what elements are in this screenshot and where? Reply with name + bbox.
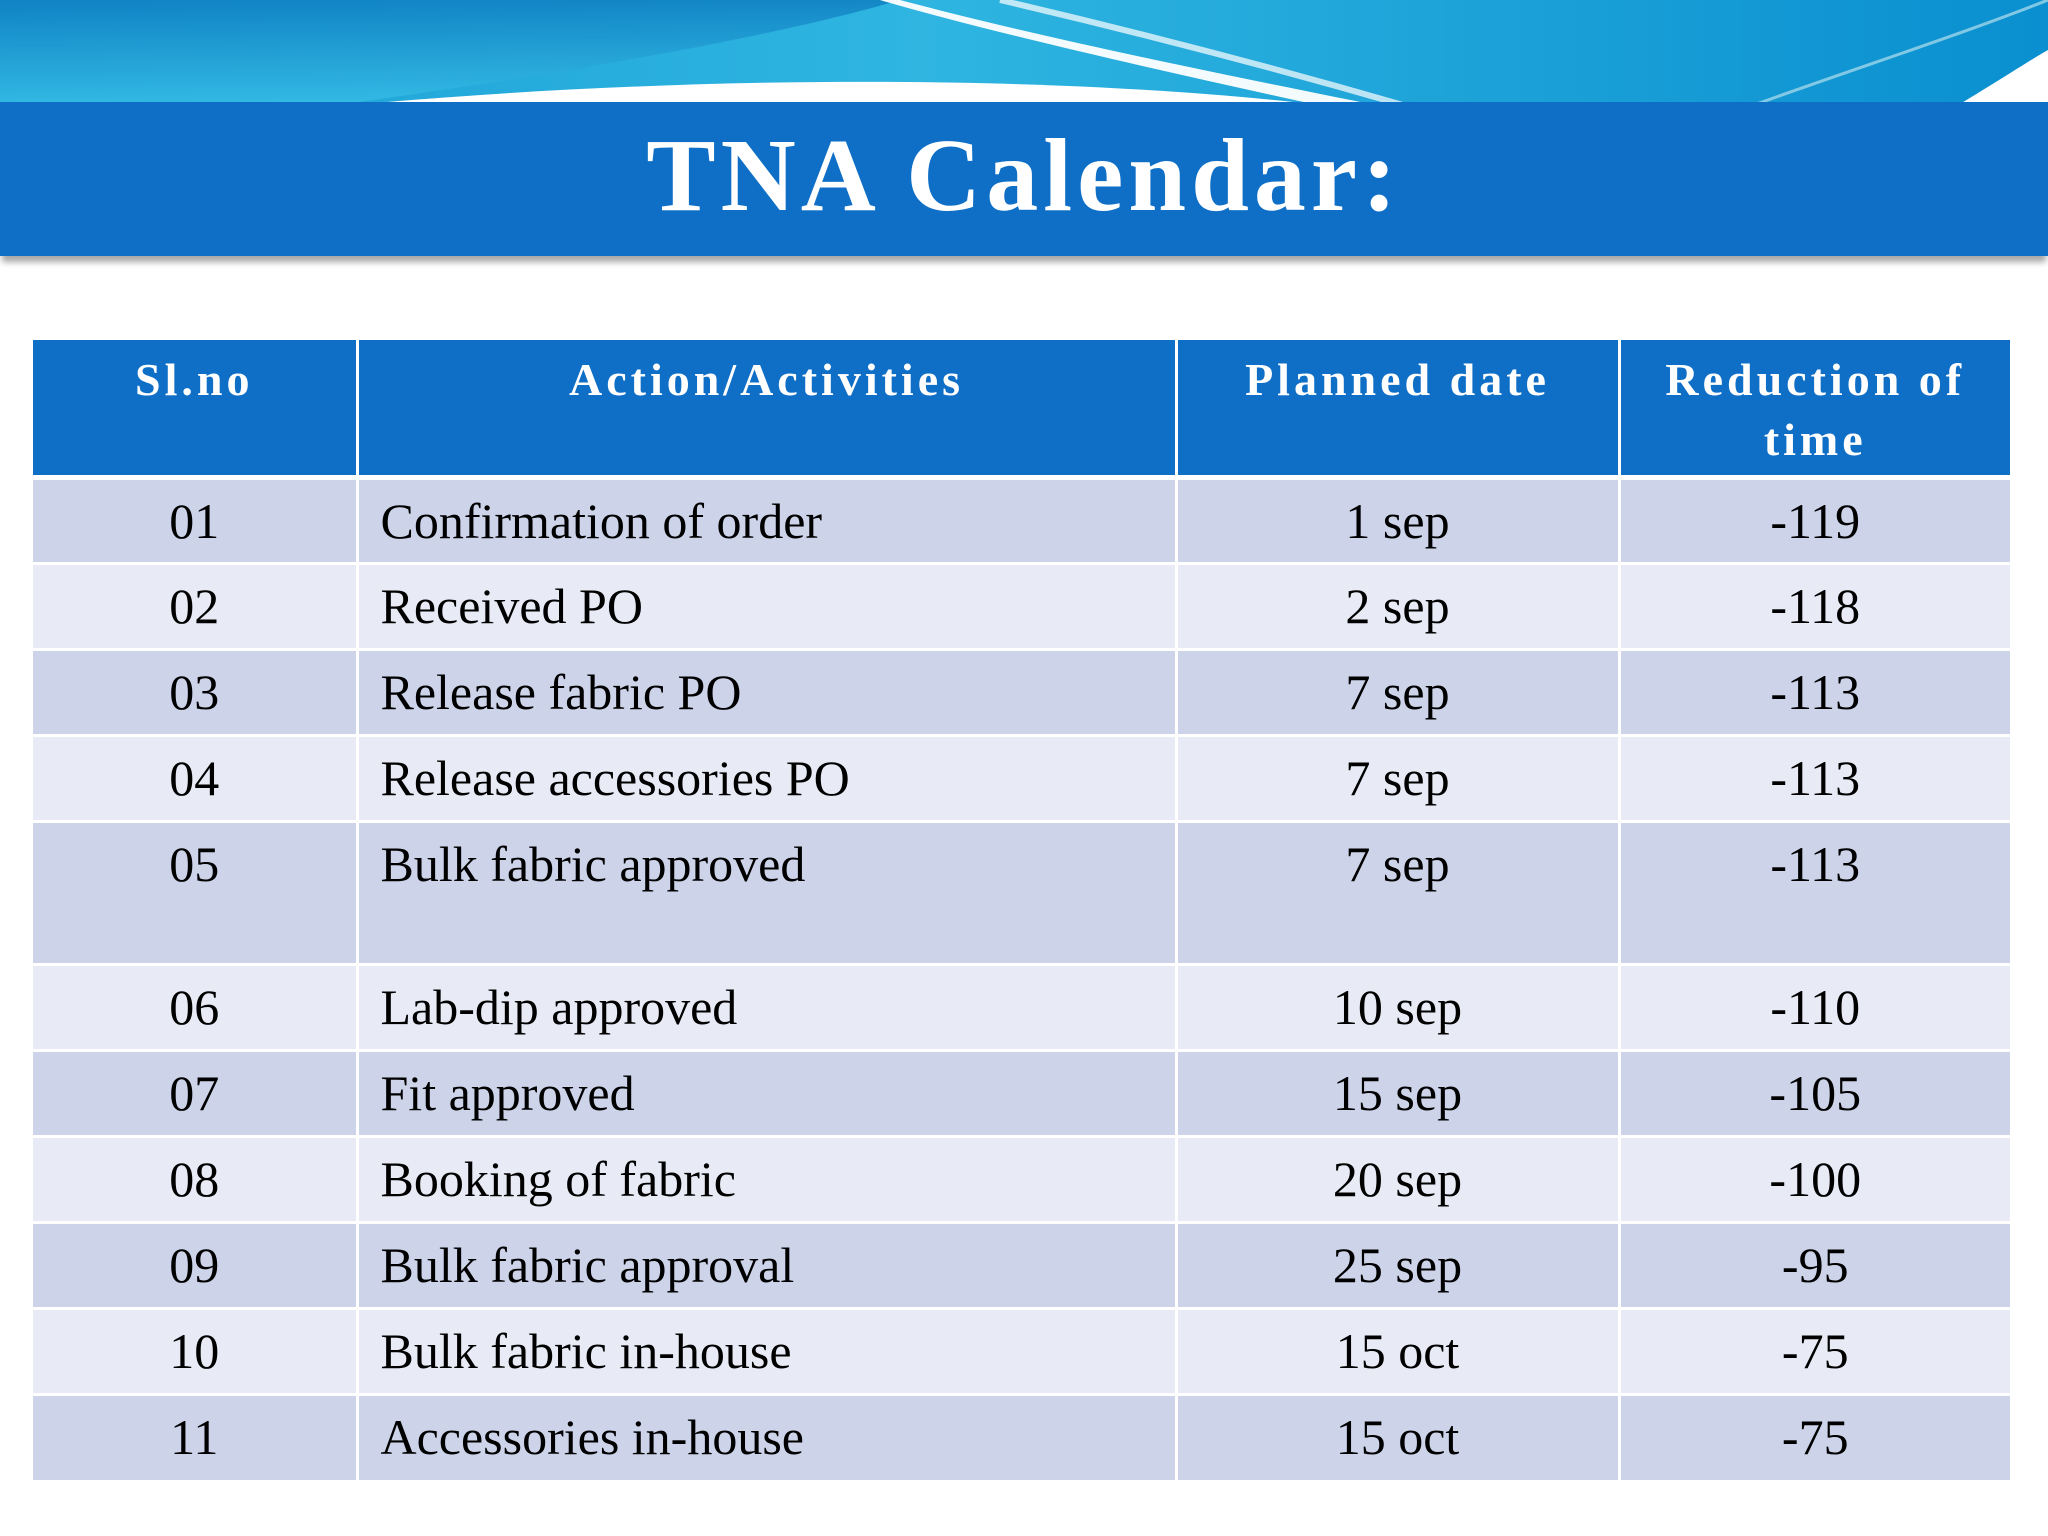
cell-sl-no: 04	[33, 735, 357, 821]
table-row	[33, 563, 2010, 649]
table-row	[33, 964, 2010, 1050]
table-row	[33, 821, 2010, 964]
cell-reduction: -113	[1619, 735, 2010, 821]
cell-reduction: -105	[1619, 1050, 2010, 1136]
table-row	[33, 1308, 2010, 1394]
table-row	[33, 1394, 2010, 1480]
cell-sl-no: 06	[33, 964, 357, 1050]
cell-sl-no: 03	[33, 649, 357, 735]
cell-reduction: -75	[1619, 1308, 2010, 1394]
cell-reduction: -119	[1619, 477, 2010, 563]
cell-activity: Received PO	[357, 563, 1176, 649]
table-row	[33, 735, 2010, 821]
table-row	[33, 477, 2010, 563]
cell-reduction: -75	[1619, 1394, 2010, 1480]
cell-planned-date: 7 sep	[1176, 649, 1619, 735]
cell-activity: Bulk fabric approval	[357, 1222, 1176, 1308]
cell-sl-no: 07	[33, 1050, 357, 1136]
cell-activity: Lab-dip approved	[357, 964, 1176, 1050]
cell-sl-no: 10	[33, 1308, 357, 1394]
cell-reduction: -95	[1619, 1222, 2010, 1308]
tna-calendar-table	[33, 340, 2010, 1480]
table-row	[33, 1136, 2010, 1222]
cell-sl-no: 05	[33, 821, 357, 964]
top-wave-decoration	[0, 0, 2048, 110]
cell-planned-date: 25 sep	[1176, 1222, 1619, 1308]
tna-table-container	[33, 340, 2010, 1480]
cell-planned-date: 10 sep	[1176, 964, 1619, 1050]
cell-reduction: -118	[1619, 563, 2010, 649]
header-activities: Action/Activities	[357, 340, 1176, 477]
slide-title: TNA Calendar:	[646, 118, 1402, 233]
cell-activity: Booking of fabric	[357, 1136, 1176, 1222]
cell-planned-date: 1 sep	[1176, 477, 1619, 563]
cell-activity: Bulk fabric approved	[357, 821, 1176, 964]
cell-sl-no: 01	[33, 477, 357, 563]
cell-activity: Bulk fabric in-house	[357, 1308, 1176, 1394]
cell-activity: Fit approved	[357, 1050, 1176, 1136]
title-bar	[0, 102, 2048, 256]
table-row	[33, 1222, 2010, 1308]
cell-planned-date: 15 oct	[1176, 1394, 1619, 1480]
cell-activity: Accessories in-house	[357, 1394, 1176, 1480]
header-reduction: Reduction of time	[1619, 340, 2010, 477]
header-sl-no: Sl.no	[33, 340, 357, 477]
cell-reduction: -110	[1619, 964, 2010, 1050]
cell-reduction: -113	[1619, 821, 2010, 964]
cell-planned-date: 2 sep	[1176, 563, 1619, 649]
table-row	[33, 649, 2010, 735]
cell-activity: Release accessories PO	[357, 735, 1176, 821]
table-row	[33, 1050, 2010, 1136]
cell-sl-no: 08	[33, 1136, 357, 1222]
cell-planned-date: 15 oct	[1176, 1308, 1619, 1394]
header-planned-date: Planned date	[1176, 340, 1619, 477]
cell-planned-date: 7 sep	[1176, 735, 1619, 821]
cell-planned-date: 20 sep	[1176, 1136, 1619, 1222]
cell-planned-date: 7 sep	[1176, 821, 1619, 964]
cell-sl-no: 02	[33, 563, 357, 649]
cell-sl-no: 09	[33, 1222, 357, 1308]
cell-activity: Release fabric PO	[357, 649, 1176, 735]
table-header-row	[33, 340, 2010, 477]
cell-sl-no: 11	[33, 1394, 357, 1480]
cell-reduction: -100	[1619, 1136, 2010, 1222]
cell-planned-date: 15 sep	[1176, 1050, 1619, 1136]
cell-activity: Confirmation of order	[357, 477, 1176, 563]
cell-reduction: -113	[1619, 649, 2010, 735]
